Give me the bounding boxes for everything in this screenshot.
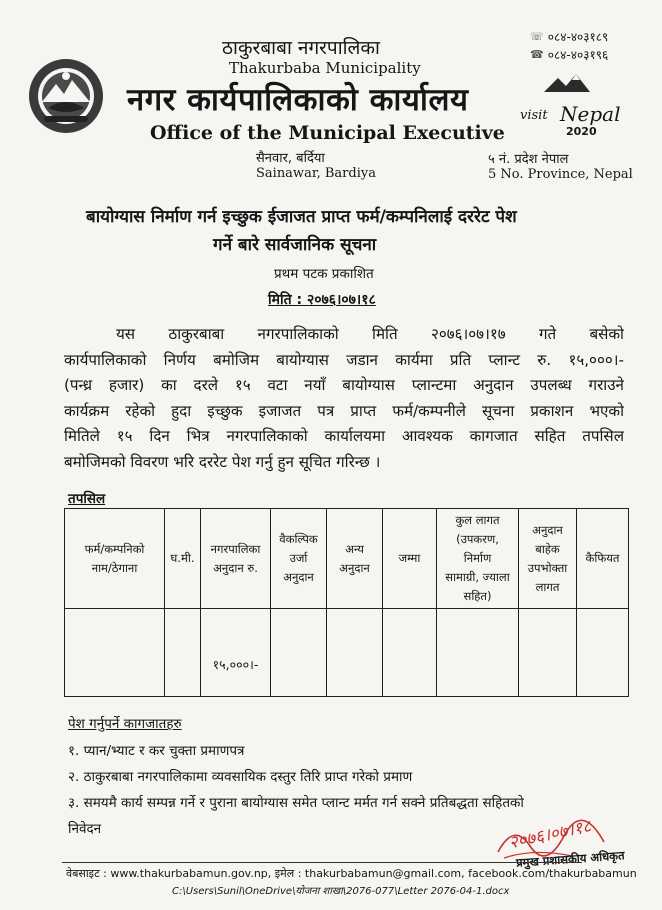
visit-nepal-logo	[520, 72, 650, 144]
header-other-subsidy: अन्य अनुदान	[327, 509, 383, 609]
visit-logo-year: 2020	[566, 125, 597, 138]
header-total: जम्मा	[383, 509, 437, 609]
visit-logo-word2: Nepal	[560, 102, 621, 126]
notice-body	[64, 322, 624, 476]
body-line-1: यस ठाकुरबाबा नगरपालिकाको मिति २०७६।०७।१७ गते बसेको	[116, 325, 624, 343]
handwritten-date: २०७६।०७।१८	[507, 816, 594, 854]
header-municipal-subsidy: नगरपालिका अनुदान रु.	[201, 509, 271, 609]
table-header-row	[65, 509, 629, 609]
table-caption: तपसिल	[68, 491, 106, 507]
cell-municipal-subsidy: १५,०००।-	[201, 609, 271, 697]
cell-other-subsidy	[327, 609, 383, 697]
footer-contact: वेबसाइट : www.thakurbabamun.gov.np, इमेल : thakurbabamun@gmail.com, facebook.com/thakurbabamun	[66, 867, 637, 880]
province-nepali: ५ नं. प्रदेश नेपाल	[488, 152, 569, 167]
notice-title-line2: गर्ने बारे सार्वजानिक सूचना	[213, 235, 377, 255]
cell-alternative-energy-subsidy	[271, 609, 327, 697]
header-consumer-cost: अनुदान बाहेक उपभोक्ता लागत	[519, 509, 577, 609]
footer-file-path: C:\Users\Sunil\OneDrive\योजना शाखा\2076-077\Letter 2076-04-1.docx	[172, 886, 510, 897]
cell-cubic-meter	[165, 609, 201, 697]
notice-title-line1: बायोग्यास निर्माण गर्न इच्छुक ईजाजत प्राप्त फर्म/कम्पनिलाई दररेट पेश	[86, 207, 517, 227]
province-english: 5 No. Province, Nepal	[488, 167, 633, 182]
header-remarks: कैफियत	[577, 509, 629, 609]
body-line-2: कार्यपालिकाको निर्णय बमोजिम बायोग्यास जडान कार्यमा प्रति प्लान्ट रु. १५,०००।-	[64, 350, 624, 369]
phone-number-1-text: ०८४-४०३१८९	[547, 30, 609, 44]
document-item-1: १. प्यान/भ्याट र कर चुक्ता प्रमाणपत्र	[68, 743, 245, 759]
cell-total-cost	[437, 609, 519, 697]
mountain-icon	[542, 72, 592, 94]
document-item-4: निवेदन	[68, 821, 102, 837]
body-line-5: मितिले १५ दिन भित्र नगरपालिकाको कार्यालयमा आवश्यक कागजात सहित तपसिल	[64, 427, 624, 446]
documents-heading: पेश गर्नुपर्ने कागजातहरु	[68, 716, 182, 732]
signatory-title: प्रमुख प्रशासकीय अधिकृत	[515, 848, 625, 870]
cell-consumer-cost	[519, 609, 577, 697]
municipality-name-english: Thakurbaba Municipality	[229, 59, 421, 77]
phone-number-1	[530, 28, 608, 45]
body-line-6: बमोजिमको विवरण भरि दररेट पेश गर्नु हुन सूचित गरिन्छ ।	[64, 452, 381, 471]
header-total-cost: कुल लागत (उपकरण, निर्माण सामाग्री, ज्याला सहित)	[437, 509, 519, 609]
fax-icon: ☎	[530, 48, 544, 61]
header-firm-name: फर्म/कम्पनिको नाम/ठेगाना	[65, 509, 165, 609]
document-item-3: ३. समयमै कार्य सम्पन्न गर्ने र पुराना बायोग्यास समेत प्लान्ट मर्मत गर्न सक्ने प्रतिबद्धता सहितको	[68, 795, 524, 811]
notice-date: मिति : २०७६।०७।१८	[268, 292, 376, 308]
footer-divider	[62, 862, 582, 863]
publication-note: प्रथम पटक प्रकाशित	[274, 266, 374, 282]
cell-total	[383, 609, 437, 697]
cell-remarks	[577, 609, 629, 697]
cell-firm-name	[65, 609, 165, 697]
address-nepali: सैनवार, बर्दिया	[256, 151, 325, 166]
rate-table	[64, 508, 629, 697]
address-english: Sainawar, Bardiya	[256, 166, 376, 181]
office-name-nepali: नगर कार्यपालिकाको कार्यालय	[127, 82, 469, 118]
body-line-3: (पन्ध्र हजार) का दरले १५ वटा नयाँ बायोग्यास प्लान्टमा अनुदान उपलब्ध गराउने	[64, 376, 624, 395]
header-cubic-meter: घ.मी.	[165, 509, 201, 609]
body-line-4: कार्यक्रम रहेको हुदा इच्छुक इजाजत पत्र प्राप्त फर्म/कम्पनीले सूचना प्रकाशन भएको	[64, 401, 624, 420]
visit-logo-word1: visit	[520, 108, 548, 123]
phone-number-2-text: ०८४-४०३१९६	[547, 48, 609, 62]
phone-number-2	[530, 46, 608, 63]
phone-icon: ☏	[530, 30, 544, 43]
header-alternative-energy-subsidy: वैकल्पिक उर्जा अनुदान	[271, 509, 327, 609]
document-item-2: २. ठाकुरबाबा नगरपालिकामा व्यवसायिक दस्तुर तिरि प्राप्त गरेको प्रमाण	[68, 769, 413, 785]
municipality-name-nepali: ठाकुरबाबा नगरपालिका	[222, 37, 380, 59]
table-row	[65, 609, 629, 697]
office-name-english: Office of the Municipal Executive	[150, 122, 505, 144]
municipality-emblem	[26, 56, 106, 136]
required-documents	[68, 714, 524, 842]
